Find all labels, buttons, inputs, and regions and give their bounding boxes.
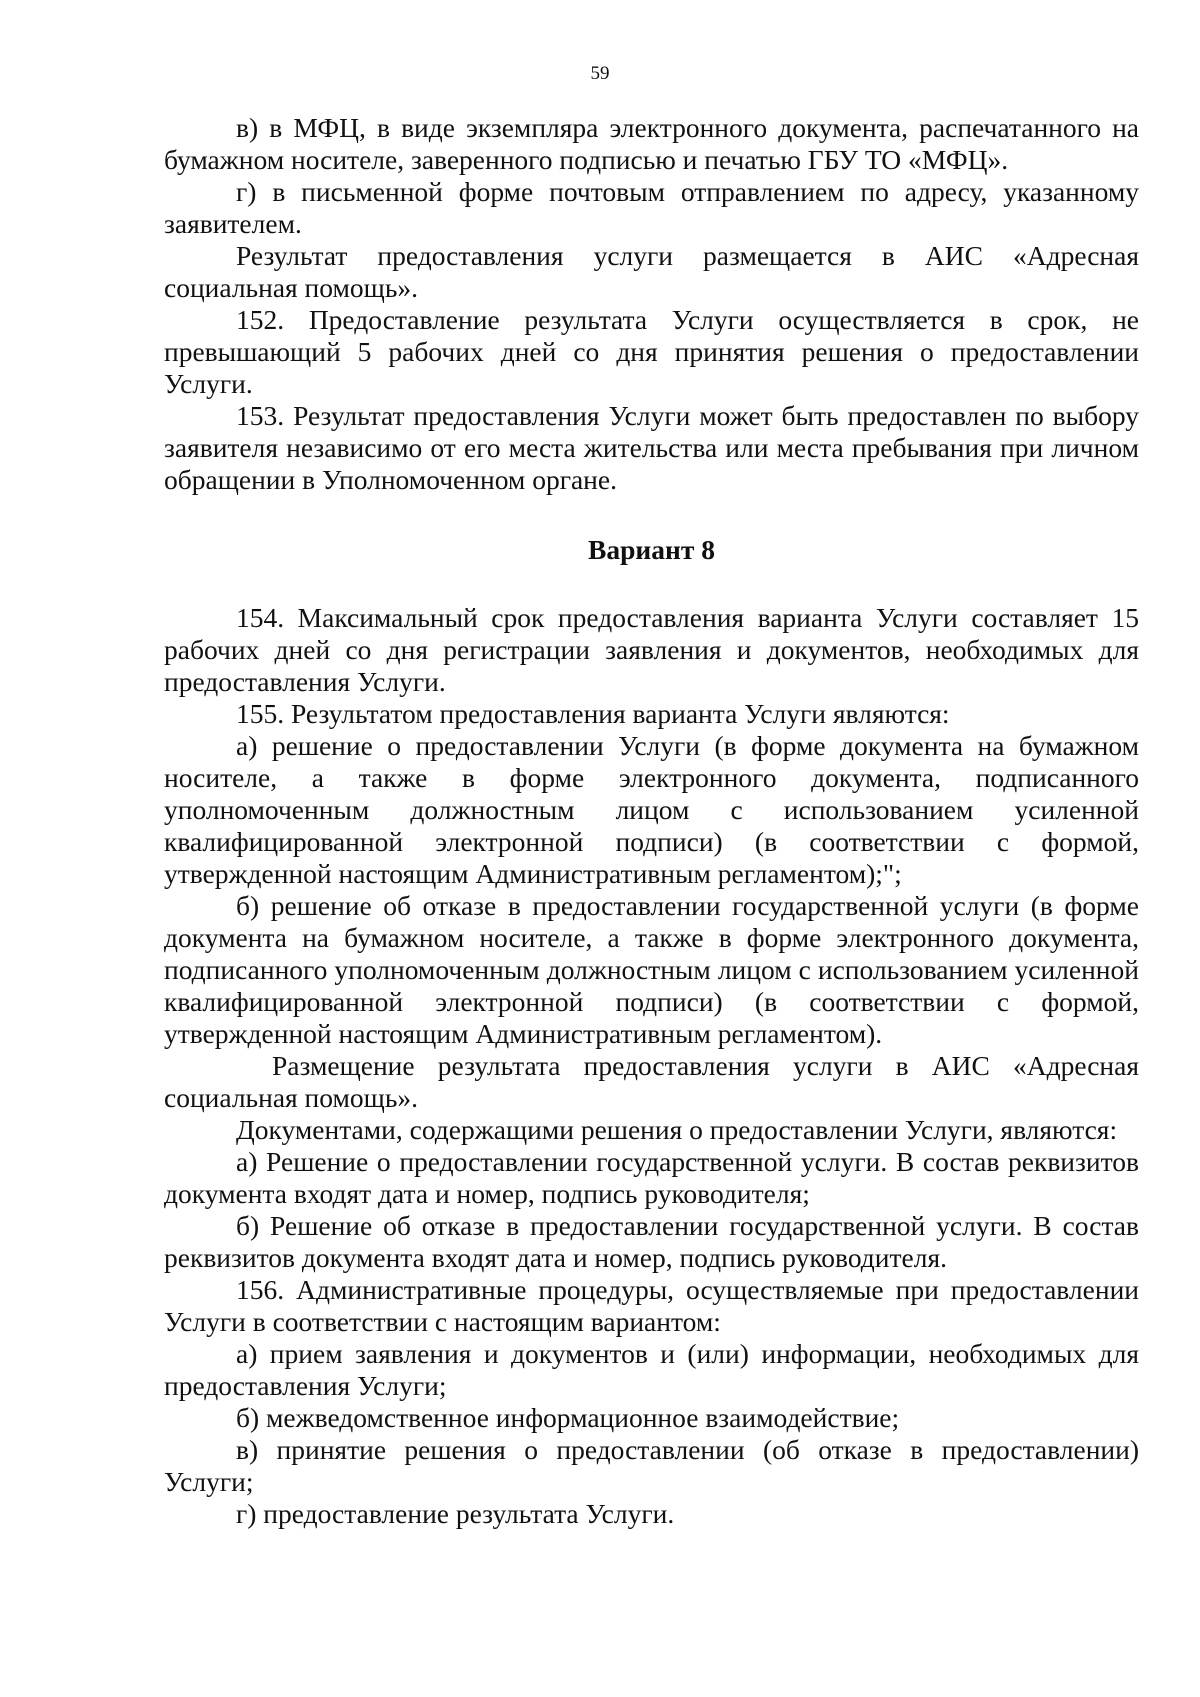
paragraph-item-g: г) в письменной форме почтовым отправлением по адресу, указанному заявителем. xyxy=(164,176,1139,239)
paragraph-156: 156. Административные процедуры, осуществляемые при предоставлении Услуги в соответствии с настоящим вариантом: xyxy=(164,1274,1139,1337)
page-number: 59 xyxy=(590,63,610,84)
paragraph-result-placement-2: Размещение результата предоставления услуги в АИС «Адресная социальная помощь». xyxy=(164,1050,1139,1113)
document-body xyxy=(164,112,1139,1530)
paragraph-156-a: а) прием заявления и документов и (или) информации, необходимых для предоставления Услуги; xyxy=(164,1338,1139,1401)
paragraph-156-v: в) принятие решения о предоставлении (об отказе в предоставлении) Услуги; xyxy=(164,1434,1139,1497)
paragraph-154: 154. Максимальный срок предоставления варианта Услуги составляет 15 рабочих дней со дня регистрации заявления и документов, необходимых для предоставления Услуги. xyxy=(164,602,1139,697)
paragraph-item-v: в) в МФЦ, в виде экземпляра электронного документа, распечатанного на бумажном носителе, заверенного подписью и печатью ГБУ ТО «МФЦ». xyxy=(164,112,1139,175)
paragraph-result-placement: Результат предоставления услуги размещается в АИС «Адресная социальная помощь». xyxy=(164,240,1139,303)
paragraph-156-b: б) межведомственное информационное взаимодействие; xyxy=(236,1402,900,1433)
paragraph-155-b: б) решение об отказе в предоставлении государственной услуги (в форме документа на бумажном носителе, а также в форме электронного документа, подписанного уполномоченным должностным лицом с использованием усиленной квалифицированной электронной подписи) (в соответствии с формой, утвержденной настоящим Административным регламентом). xyxy=(164,890,1139,1049)
paragraph-156-g: г) предоставление результата Услуги. xyxy=(236,1498,675,1529)
section-heading: Вариант 8 xyxy=(588,534,715,565)
paragraph-153: 153. Результат предоставления Услуги может быть предоставлен по выбору заявителя независимо от его места жительства или места пребывания при личном обращении в Уполномоченном органе. xyxy=(164,400,1139,495)
paragraph-decision-documents: Документами, содержащими решения о предоставлении Услуги, являются: xyxy=(236,1114,1118,1145)
paragraph-155-a: а) решение о предоставлении Услуги (в форме документа на бумажном носителе, а также в форме электронного документа, подписанного уполномоченным должностным лицом с использованием усиленной квалифицированной электронной подписи) (в соответствии с формой, утвержденной настоящим Административным регламентом);"; xyxy=(164,730,1139,889)
paragraph-152: 152. Предоставление результата Услуги осуществляется в срок, не превышающий 5 рабочих дней со дня принятия решения о предоставлении Услуги. xyxy=(164,304,1139,399)
paragraph-decision-b: б) Решение об отказе в предоставлении государственной услуги. В состав реквизитов документа входят дата и номер, подпись руководителя. xyxy=(164,1210,1139,1273)
paragraph-decision-a: а) Решение о предоставлении государственной услуги. В состав реквизитов документа входят дата и номер, подпись руководителя; xyxy=(164,1146,1139,1209)
paragraph-155: 155. Результатом предоставления варианта Услуги являются: xyxy=(236,698,950,729)
